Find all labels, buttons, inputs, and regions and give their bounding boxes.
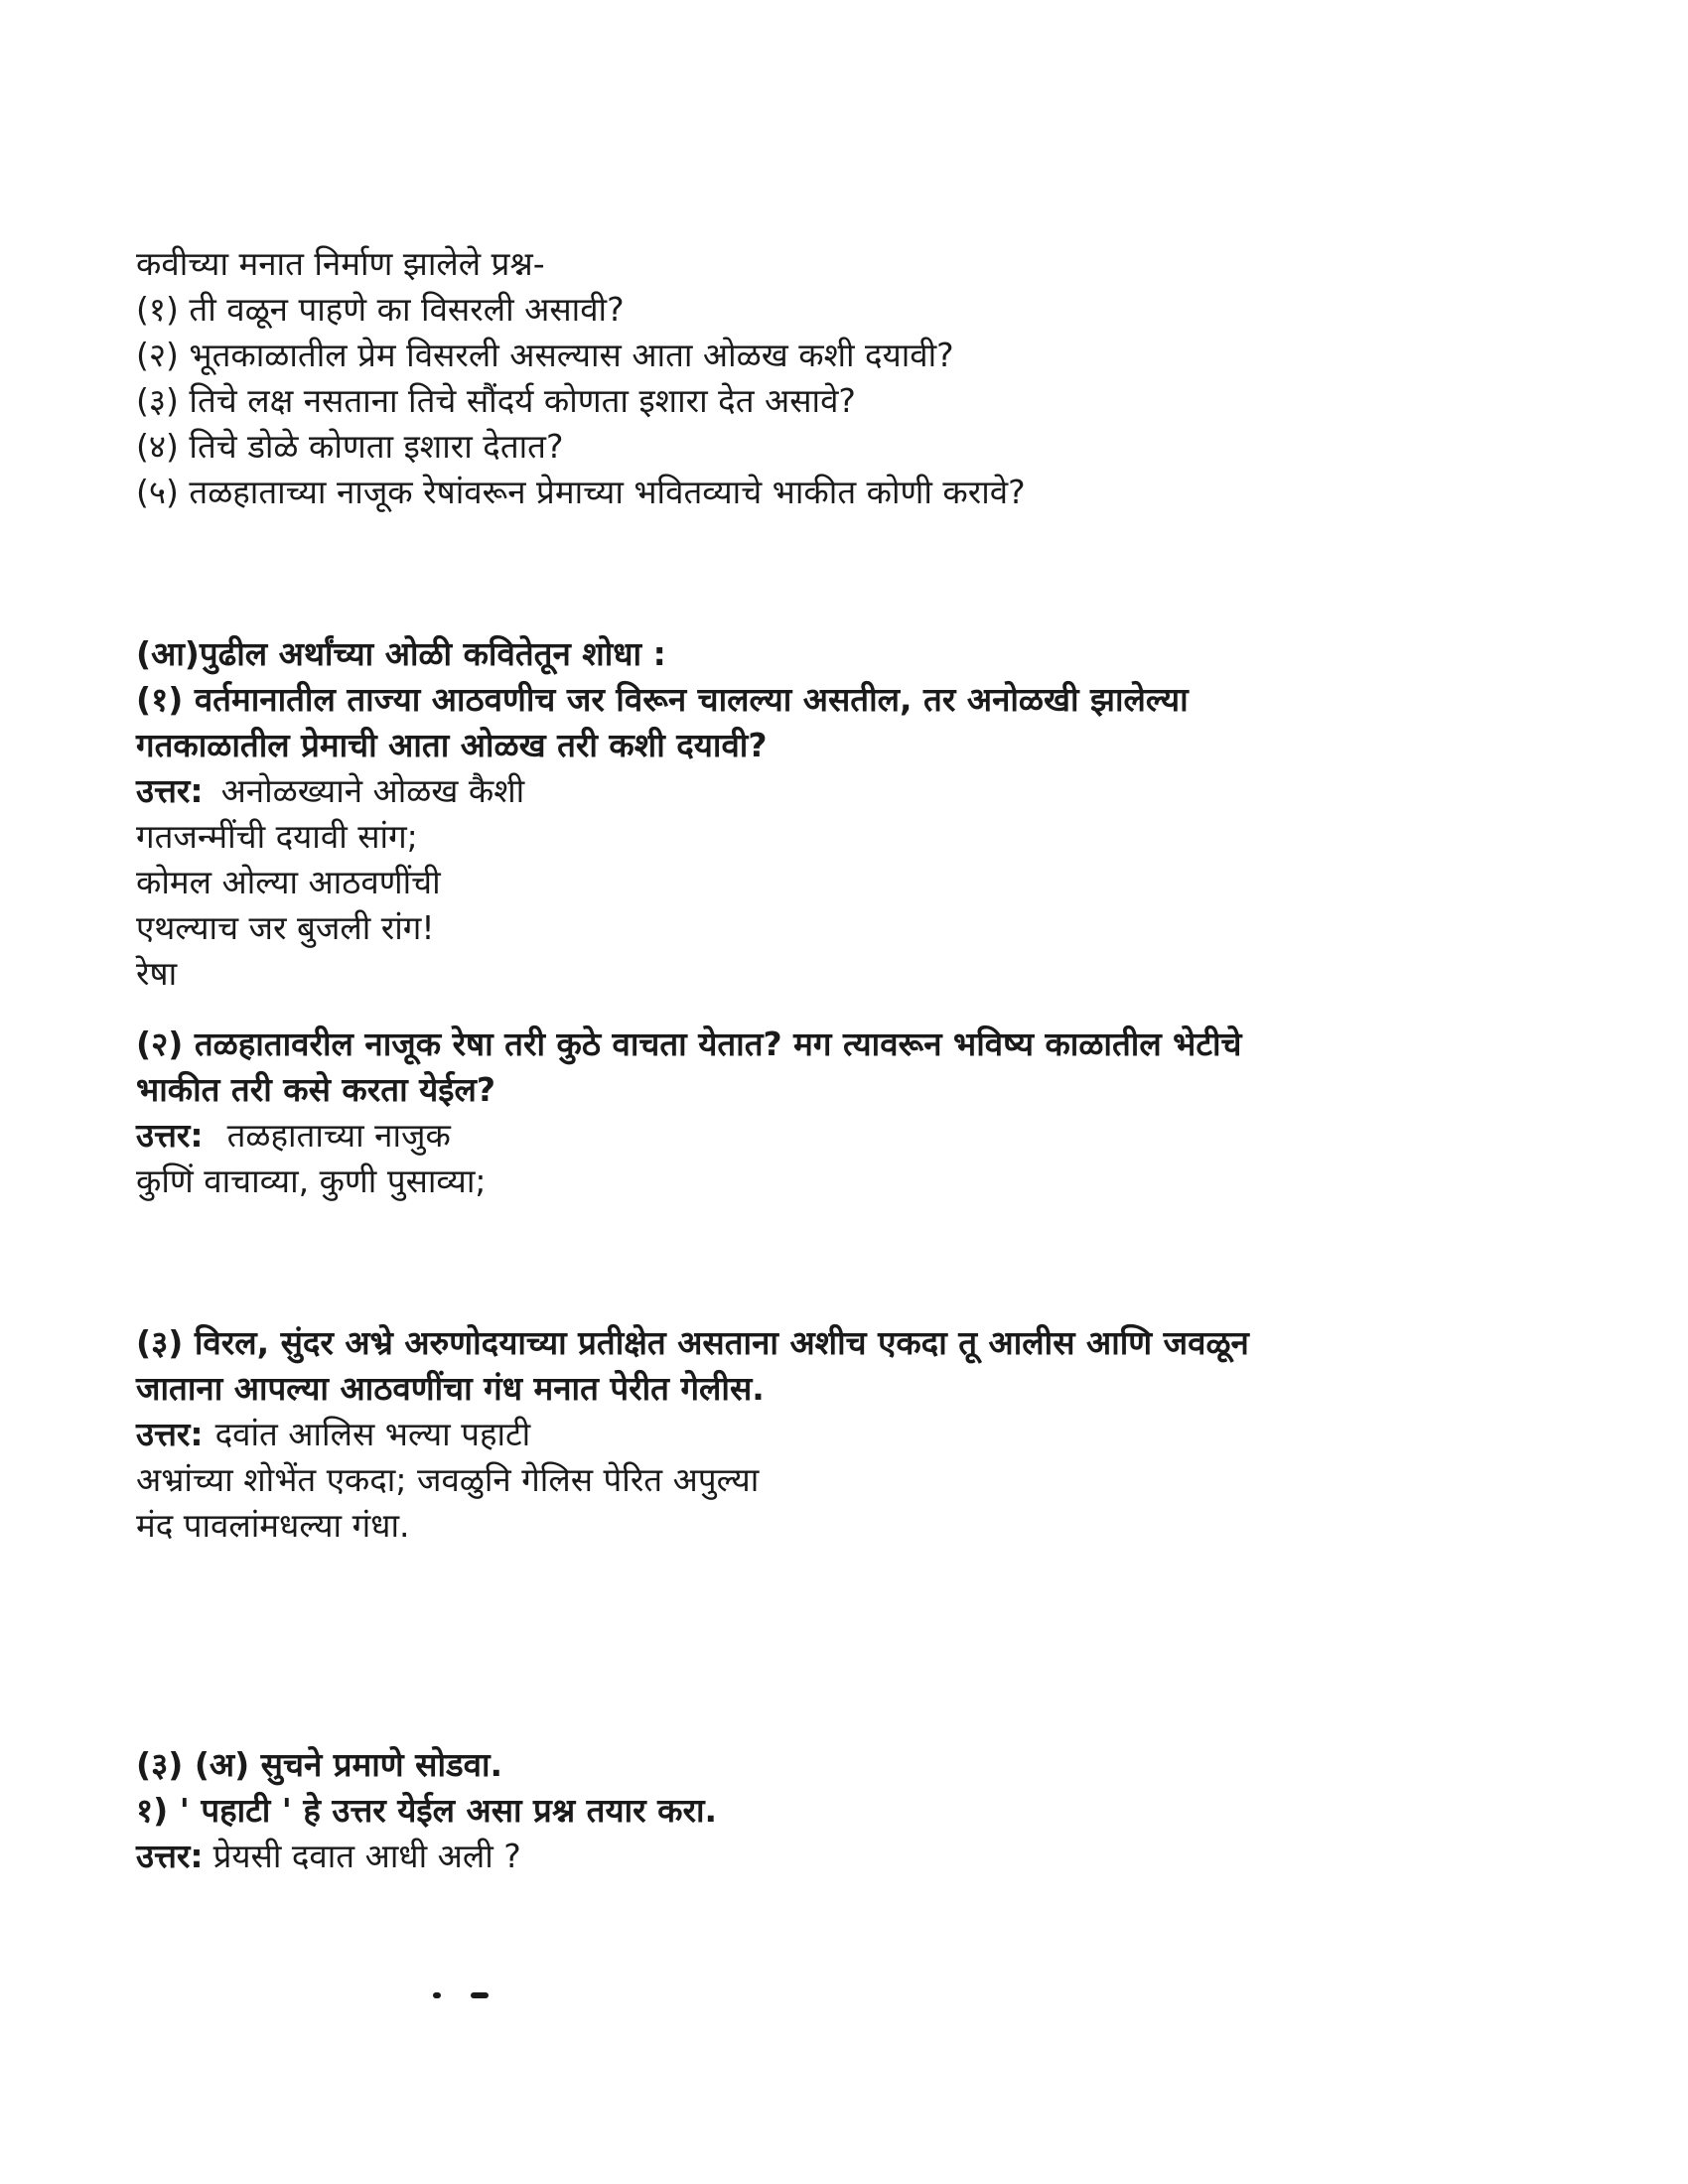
answer-line: गतजन्मींची दयावी सांग; xyxy=(136,817,418,856)
intro-section xyxy=(136,241,1566,515)
question-line: जाताना आपल्या आठवणींचा गंध मनात पेरीत गेलीस. xyxy=(136,1369,765,1408)
answer-line: कोमल ओल्या आठवणींची xyxy=(136,863,441,901)
question-2 xyxy=(136,1022,1566,1204)
question-line: (१) वर्तमानातील ताज्या आठवणीच जर विरून चालल्या असतील, तर अनोळखी झालेल्या xyxy=(136,680,1189,719)
question-line: १) ' पहाटी ' हे उत्तर येईल असा प्रश्न तयार करा. xyxy=(136,1791,718,1830)
question-3 xyxy=(136,1320,1566,1549)
section-aa xyxy=(136,631,1566,997)
answer-line: कुणिं वाचाव्या, कुणी पुसाव्या; xyxy=(136,1161,487,1200)
answer-line: रेषा xyxy=(136,954,178,993)
answer-label: उत्तर: xyxy=(136,1116,204,1155)
cut-off-text-fragment xyxy=(471,1992,489,1998)
answer-line xyxy=(136,768,1566,814)
answer-text: तळहाताच्या नाजुक xyxy=(226,1116,451,1155)
answer-line: मंद पावलांमधल्या गंधा. xyxy=(136,1506,410,1545)
answer-label: उत्तर: xyxy=(136,771,204,810)
intro-question: (४) तिचे डोळे कोणता इशारा देतात? xyxy=(136,427,564,466)
question-line: गतकाळातील प्रेमाची आता ओळख तरी कशी दयावी? xyxy=(136,726,768,764)
answer-line xyxy=(136,1113,1566,1159)
answer-label: उत्तर: xyxy=(136,1415,204,1453)
answer-line: अभ्रांच्या शोभेंत एकदा; जवळुनि गेलिस पेरित अपुल्या xyxy=(136,1460,760,1499)
cut-off-text-fragment xyxy=(433,1992,441,1998)
answer-text: प्रेयसी दवात आधी अली ? xyxy=(212,1837,521,1875)
answer-text: दवांत आलिस भल्या पहाटी xyxy=(214,1415,531,1453)
answer-line xyxy=(136,1412,1566,1457)
question-line: भाकीत तरी कसे करता येईल? xyxy=(136,1070,495,1109)
intro-question: (३) तिचे लक्ष नसताना तिचे सौंदर्य कोणता इशारा देत असावे? xyxy=(136,381,856,420)
intro-question: (१) ती वळून पाहणे का विसरली असावी? xyxy=(136,290,625,329)
section-3-heading: (३) (अ) सुचने प्रमाणे सोडवा. xyxy=(136,1745,503,1784)
answer-line xyxy=(136,1834,1566,1879)
intro-question: (५) तळहाताच्या नाजूक रेषांवरून प्रेमाच्या भवितव्याचे भाकीत कोणी करावे? xyxy=(136,473,1026,511)
question-line: (३) विरल, सुंदर अभ्रे अरुणोदयाच्या प्रतीक्षेत असताना अशीच एकदा तू आलीस आणि जवळून xyxy=(136,1323,1249,1362)
answer-text: अनोळख्याने ओळख कैशी xyxy=(220,771,525,810)
question-line: (२) तळहातावरील नाजूक रेषा तरी कुठे वाचता येतात? मग त्यावरून भविष्य काळातील भेटीचे xyxy=(136,1024,1242,1063)
intro-heading: कवीच्या मनात निर्माण झालेले प्रश्न- xyxy=(136,244,545,283)
answer-line: एथल्याच जर बुजली रांग! xyxy=(136,908,435,947)
intro-question: (२) भूतकाळातील प्रेम विसरली असल्यास आता ओळख कशी दयावी? xyxy=(136,336,954,374)
section-3 xyxy=(136,1742,1566,1879)
section-aa-heading: (आ)पुढील अर्थांच्या ओळी कवितेतून शोधा : xyxy=(136,634,666,673)
answer-label: उत्तर: xyxy=(136,1837,204,1875)
